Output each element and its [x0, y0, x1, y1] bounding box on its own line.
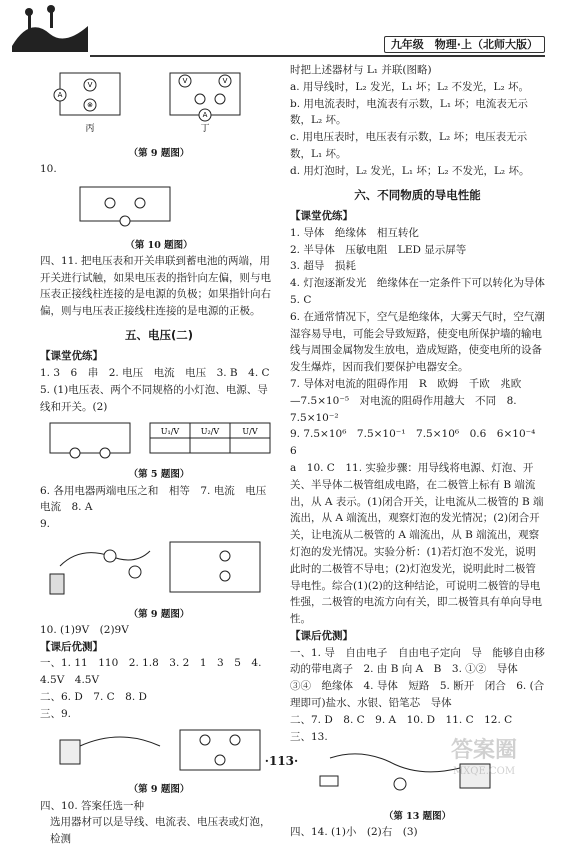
answer-line: 7. 导体对电流的阻碍作用 R 欧姆 千欧 兆欧 [290, 377, 522, 390]
right-column [290, 62, 545, 841]
answer-line: a 10. C 11. 实验步骤：用导线将电源、灯泡、开关、半导体二极管组成电路，在二极管上标有 B 端流出，从 A 表示。(1)闭合开关，让电流从二极管的 B 端流出，从 A 端流出，观察灯泡的发光情况；(2)闭合开关，让电流从二极管的 A 端流出，从 B 端流出，观察灯泡的发光情况。实验分析：(1)若灯泡不发光，说明此时的二极管不导电；(2)灯泡发光，说明此时二极管导电性。综合(1)(2)的这种结论，可说明二极管的导电性强，二极管的电流方向有关，即二极管具有单向导电性。 [290, 461, 544, 626]
table-header: U₁/V [160, 426, 180, 436]
answer-line: 6. 各用电器两端电压之和 相等 7. 电流 电压 电流 8. A [40, 484, 277, 514]
figure-caption: （第 13 题图） [383, 811, 452, 823]
answer-line: 四、10. 答案任选一种 [40, 799, 145, 812]
answer-line: 三、13. [290, 730, 328, 743]
svg-text:A: A [202, 111, 208, 119]
figure-caption: （第 5 题图） [128, 469, 190, 481]
decorative-ornament-icon [10, 6, 90, 52]
answer-line: 1. 3 6 串 2. 电压 电流 电压 3. B 4. C [40, 367, 270, 380]
circuit-figure-5-with-table [40, 419, 278, 459]
header-rule [90, 55, 545, 57]
question-10-label: 10. [40, 162, 57, 175]
watermark-logo [419, 729, 549, 779]
answer-line: 选用器材可以是导线、电流表、电压表或灯泡，检测 [50, 816, 271, 846]
answer-line: c. 用电压表时，电压表有示数，L₂ 坏；电压表无示数，L₁ 坏。 [290, 131, 528, 160]
watermark-text: 答案圈 [450, 737, 518, 763]
figure-caption: （第 9 题图） [128, 147, 190, 159]
figure-caption: （第 9 题图） [128, 784, 190, 796]
answer-line: 二、6. D 7. C 8. D [40, 691, 147, 704]
book-title: 九年级 物理·上（北师大版） [384, 36, 545, 53]
section-title: 五、电压(二) [124, 327, 193, 342]
page-header [0, 0, 563, 58]
table-header: U/V [242, 426, 258, 436]
answer-line: 1. 导体 绝缘体 相互转化 [290, 226, 419, 239]
answer-line: 5. C [290, 293, 312, 306]
svg-text:⊗: ⊗ [87, 101, 93, 109]
answer-line: 4. 灯泡逐渐发光 绝缘体在一定条件下可以转化为导体 [290, 277, 545, 290]
watermark-url: MXQE.COM [452, 766, 516, 777]
circuit-figure-10 [40, 181, 278, 229]
subsection-heading: 【课堂优练】 [40, 350, 103, 363]
answer-line: 9. [40, 518, 51, 531]
answer-line: 6. 在通常情况下，空气是绝缘体，大雾天气时，空气潮湿容易导电，可能会导致短路，使变电所保护墙的输电线与周围金属物发生放电，造成短路，使变电所的设备发生爆炸，因而我们要保护电器安全。 [290, 310, 545, 374]
answer-line: 10. (1)9V (2)9V [40, 623, 129, 636]
figure-label-ding: 丁 [200, 124, 210, 134]
answer-line: 二、7. D 8. C 9. A 10. D 11. C 12. C [290, 713, 513, 726]
answer-line: 三、9. [40, 707, 72, 720]
circuit-figure-9 [40, 536, 278, 598]
figure-label-bing: 丙 [85, 124, 95, 134]
svg-text:V: V [87, 81, 93, 89]
answer-line: d. 用灯泡时，L₂ 发光，L₁ 坏；L₂ 不发光，L₂ 坏。 [290, 164, 530, 177]
answer-line: a. 用导线时，L₂ 发光，L₁ 坏；L₂ 不发光，L₂ 坏。 [290, 80, 530, 93]
page-number: ·113· [264, 753, 299, 768]
section-title: 六、不同物质的导电性能 [354, 187, 481, 202]
answer-line: 四、14. (1)小 (2)右 (3) [290, 826, 418, 839]
answer-line: 5. (1)电压表、两个不同规格的小灯泡、电源、导线和开关。(2) [40, 383, 268, 413]
figure-caption: （第 9 题图） [128, 608, 190, 620]
answer-line: 9. 7.5×10⁶ 7.5×10⁻¹ 7.5×10⁶ 0.6 6×10⁻⁴ 6 [290, 428, 546, 458]
answer-line: b. 用电流表时，电流表有示数，L₁ 坏；电流表无示数，L₂ 坏。 [290, 97, 528, 127]
left-column [40, 62, 278, 848]
answer-line: 时把上述器材与 L₁ 并联(图略) [290, 64, 432, 76]
answer-line: 一、1. 导 自由电子 自由电子定向 导 能够自由移动的带电离子 2. 由 B 向 A B 3. ①② 导体 ③④ 绝缘体 4. 导体 短路 5. 断开 闭合 6. (合理即可)盐水、水银、铅笔芯 导体 [290, 646, 545, 710]
answer-line: 2. 半导体 压敏电阻 LED 显示屏等 [290, 243, 467, 256]
svg-text:A: A [57, 91, 63, 99]
svg-text:V: V [222, 77, 228, 85]
circuit-figure-bing-ding [40, 65, 278, 137]
answer-line: 一、1. 11 110 2. 1.8 3. 2 1 3 5 4. 4.5V 4.5V [40, 657, 262, 687]
subsection-heading: 【课后优测】 [290, 629, 353, 642]
answer-line: —7.5×10⁻⁵ 对电流的阻碍作用越大 不同 8. 7.5×10⁻² [290, 394, 517, 424]
answer-q11: 四、11. 把电压表和开关串联到蓄电池的两端，用开关进行试触，如果电压表的指针向左偏，则与电压表正接线柱连接的是电源的负极；如果指针向右偏，则与电压表正接线柱连接的是电源的正极。 [40, 254, 271, 318]
subsection-heading: 【课后优测】 [40, 640, 103, 653]
subsection-heading: 【课堂优练】 [290, 209, 353, 222]
svg-text:V: V [182, 77, 188, 85]
table-header: U₂/V [200, 426, 220, 436]
answer-line: 3. 超导 损耗 [290, 260, 356, 273]
figure-caption: （第 10 题图） [125, 239, 193, 251]
